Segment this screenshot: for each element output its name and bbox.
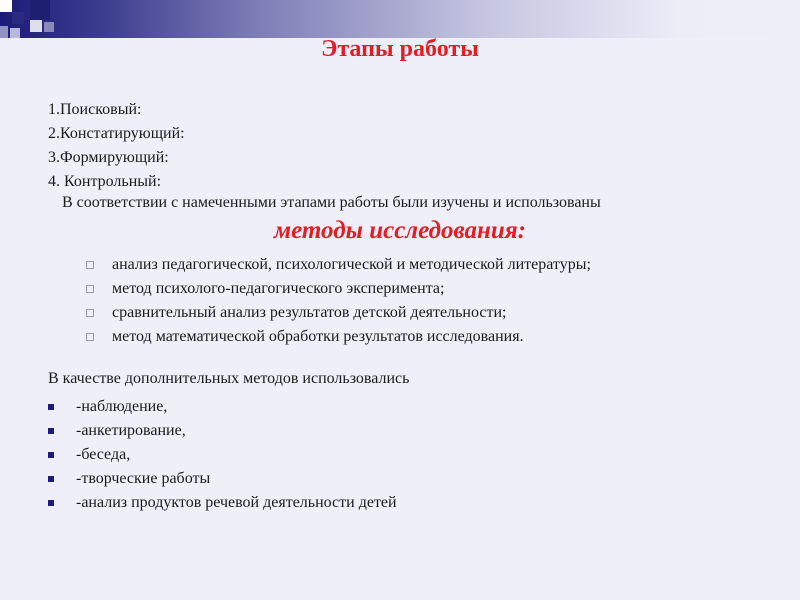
filled-square-bullet-icon	[48, 500, 54, 506]
methods-heading: методы исследования:	[274, 217, 526, 244]
slide-title: Этапы работы	[321, 36, 479, 62]
extra-method-item	[48, 443, 397, 467]
decorative-square	[12, 12, 24, 24]
stage-item: 2.Констатирующий:	[48, 125, 185, 142]
method-text: метод психолого-педагогического эксперимента;	[112, 280, 445, 297]
extra-method-text: -творческие работы	[76, 470, 211, 487]
intro-text: В соответствии с намеченными этапами работы были изучены и использованы	[62, 194, 601, 211]
extra-method-item	[48, 395, 397, 419]
method-text: анализ педагогической, психологической и методической литературы;	[112, 256, 591, 273]
hollow-square-bullet-icon	[86, 285, 94, 293]
method-item	[86, 253, 591, 277]
extra-method-item	[48, 467, 397, 491]
extra-method-text: -анкетирование,	[76, 422, 186, 439]
extra-methods-list	[48, 395, 397, 515]
method-item	[86, 325, 591, 349]
stage-item: 3.Формирующий:	[48, 149, 169, 166]
extra-method-text: -беседа,	[76, 446, 131, 463]
methods-list	[86, 253, 591, 349]
extra-method-text: -наблюдение,	[76, 398, 168, 415]
filled-square-bullet-icon	[48, 452, 54, 458]
extra-method-item	[48, 491, 397, 515]
method-text: сравнительный анализ результатов детской деятельности;	[112, 304, 507, 321]
extra-method-text: -анализ продуктов речевой деятельности детей	[76, 494, 397, 511]
stage-item: 1.Поисковый:	[48, 101, 142, 118]
decorative-square	[0, 0, 12, 12]
hollow-square-bullet-icon	[86, 261, 94, 269]
method-item	[86, 277, 591, 301]
stage-item: 4. Контрольный:	[48, 173, 162, 190]
method-item	[86, 301, 591, 325]
decorative-square	[30, 20, 42, 32]
hollow-square-bullet-icon	[86, 309, 94, 317]
decorative-header-band	[0, 0, 800, 38]
stages-list	[48, 98, 185, 194]
decorative-square	[44, 22, 54, 32]
method-text: метод математической обработки результатов исследования.	[112, 328, 524, 345]
decorative-square	[30, 0, 50, 20]
extra-method-item	[48, 419, 397, 443]
extra-methods-intro: В качестве дополнительных методов использовались	[48, 370, 410, 387]
hollow-square-bullet-icon	[86, 333, 94, 341]
filled-square-bullet-icon	[48, 476, 54, 482]
filled-square-bullet-icon	[48, 428, 54, 434]
filled-square-bullet-icon	[48, 404, 54, 410]
